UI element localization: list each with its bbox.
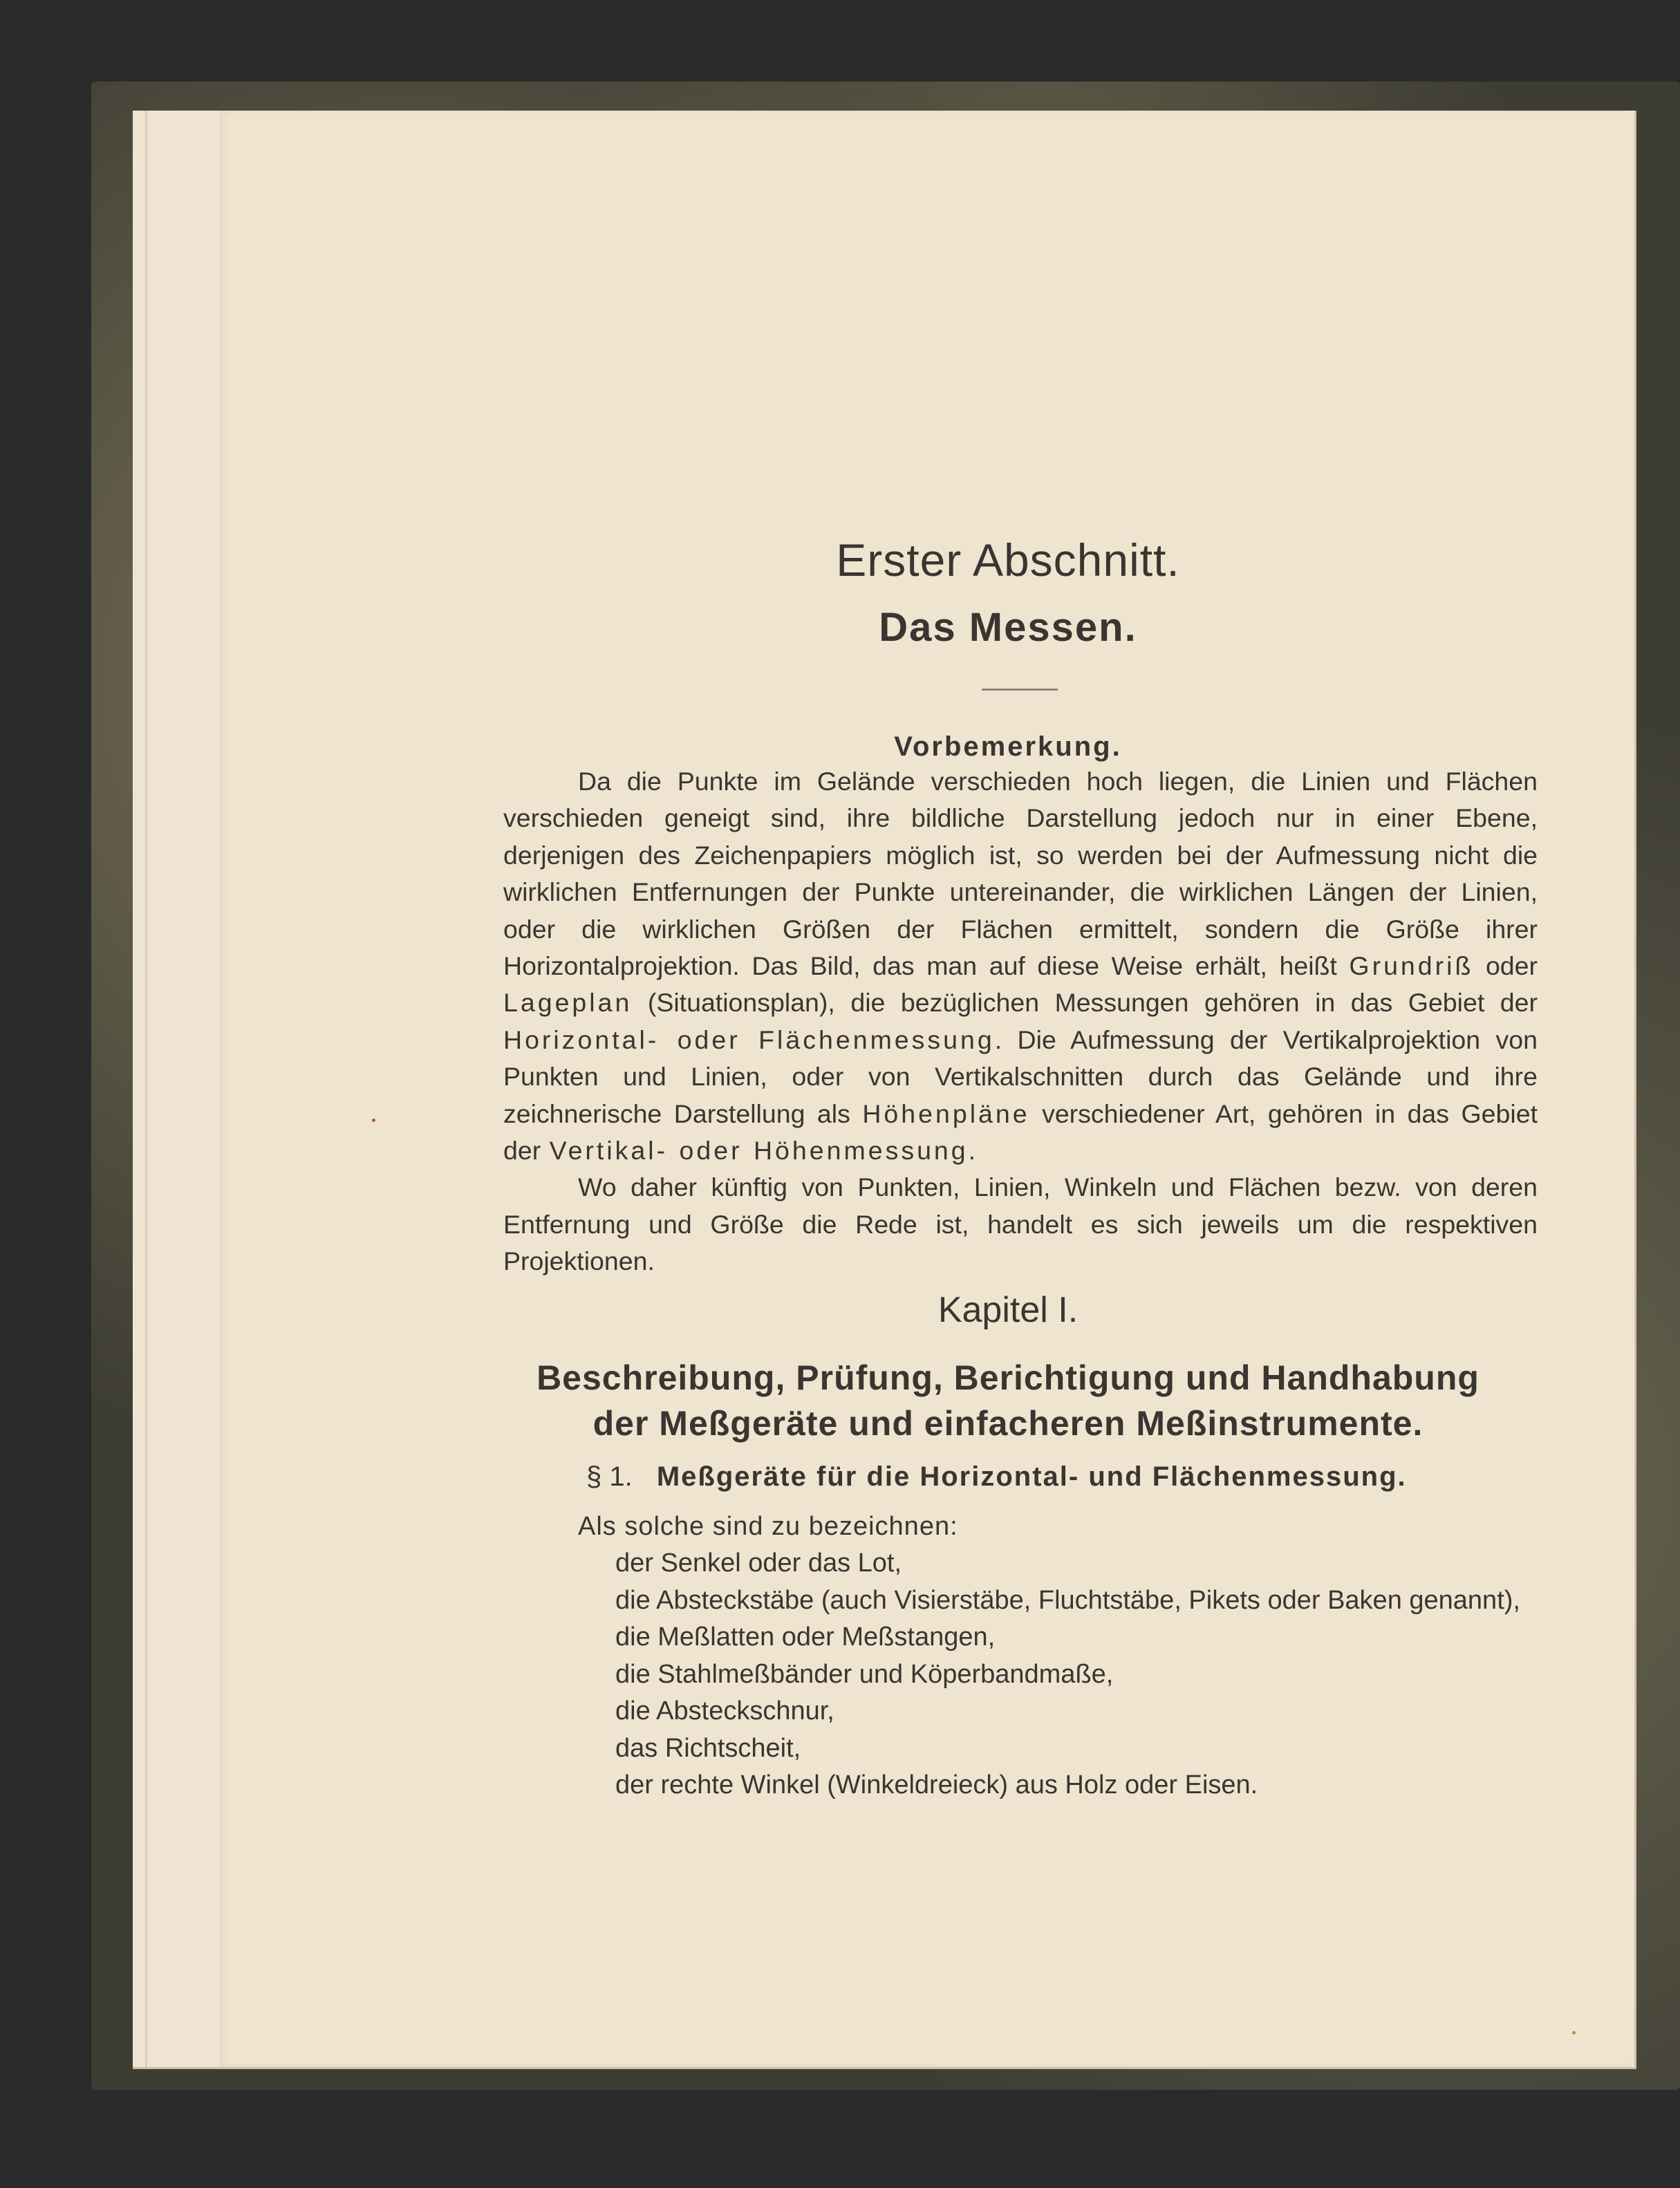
paragraph-segment: oder <box>1473 951 1538 981</box>
preface-paragraph-1 <box>503 763 1538 1169</box>
chapter-label: Kapitel I. <box>937 1290 1079 1330</box>
list-item: die Absteckstäbe (auch Visierstäbe, Fluchtstäbe, Pikets oder Baken genannt), <box>615 1585 1520 1615</box>
section-subheading: Das Messen. <box>879 605 1137 650</box>
emphasis-term: Grundriß <box>1349 951 1474 981</box>
section-title-text: Meßgeräte für die Horizontal- und Flächenmessung. <box>656 1461 1407 1492</box>
emphasis-term: Horizontal- oder Flächenmessung <box>503 1025 995 1054</box>
paragraph-segment: Da die Punkte im Gelände verschieden hoch liegen, die Linien und Flächen verschieden geneigt sind, ihre bildliche Darstellung jedoch nur in einer Ebene, derjenigen des Zeichenpapiers möglich ist, so werden bei der Aufmessung nicht die wirklichen Entfernungen der Punkte untereinander, die wirklichen Längen der Linien, oder die wirklichen Größen der Flächen ermittelt, sondern die Größe ihrer Horizontalprojektion. Das Bild, das man auf diese Weise erhält, heißt <box>503 767 1538 981</box>
chapter-title-line-2: der Meßgeräte und einfacheren Meßinstrumente. <box>592 1404 1424 1443</box>
chapter-title <box>427 1355 1589 1446</box>
ink-speck <box>1572 2031 1576 2035</box>
divider <box>982 689 1058 691</box>
section-number: § 1. <box>586 1461 633 1492</box>
emphasis-term: Vertikal- oder Höhenmessung <box>549 1136 969 1166</box>
paragraph-segment: . <box>968 1136 976 1166</box>
preface-text <box>503 763 1538 1280</box>
emphasis-term: Lageplan <box>503 988 633 1018</box>
list-item: die Meßlatten oder Meßstangen, <box>615 1623 996 1652</box>
paragraph-segment: (Situationsplan), die bezüglichen Messungen gehören in das Gebiet der <box>632 988 1538 1018</box>
list-item: das Richtscheit, <box>615 1733 801 1763</box>
section-heading: Erster Abschnitt. <box>836 534 1180 586</box>
emphasis-term: Höhenpläne <box>862 1098 1030 1128</box>
preface-title: Vorbemerkung. <box>894 731 1122 762</box>
list-item: der rechte Winkel (Winkeldreieck) aus Holz oder Eisen. <box>615 1770 1258 1799</box>
paragraph-segment: . Die Aufmessung der Vertikalprojektion von Punkten und Linien, oder von Vertikalschnitten durch das Gelände und ihre zeichnerische Darstellung als <box>503 1025 1538 1128</box>
preface-paragraph-2: Wo daher künftig von Punkten, Linien, Winkeln und Flächen bezw. von deren Entfernung und Größe die Rede ist, handelt es sich jeweils um die respektiven Projektionen. <box>503 1172 1538 1276</box>
equipment-list <box>615 1545 1520 1804</box>
ink-speck <box>372 1119 375 1122</box>
list-item: die Absteckschnur, <box>615 1696 834 1726</box>
list-intro: Als solche sind zu bezeichnen: <box>578 1512 958 1541</box>
book-page <box>220 111 1630 2067</box>
chapter-title-line-1: Beschreibung, Prüfung, Berichtigung und Handhabung <box>536 1358 1480 1397</box>
list-item: die Stahlmeßbänder und Köperbandmaße, <box>615 1659 1114 1689</box>
page-content <box>220 111 1630 2067</box>
list-item: der Senkel oder das Lot, <box>615 1549 902 1578</box>
section-title <box>586 1459 1568 1495</box>
paragraph-segment: verschiedener Art, gehören in das Gebiet der <box>503 1098 1538 1166</box>
